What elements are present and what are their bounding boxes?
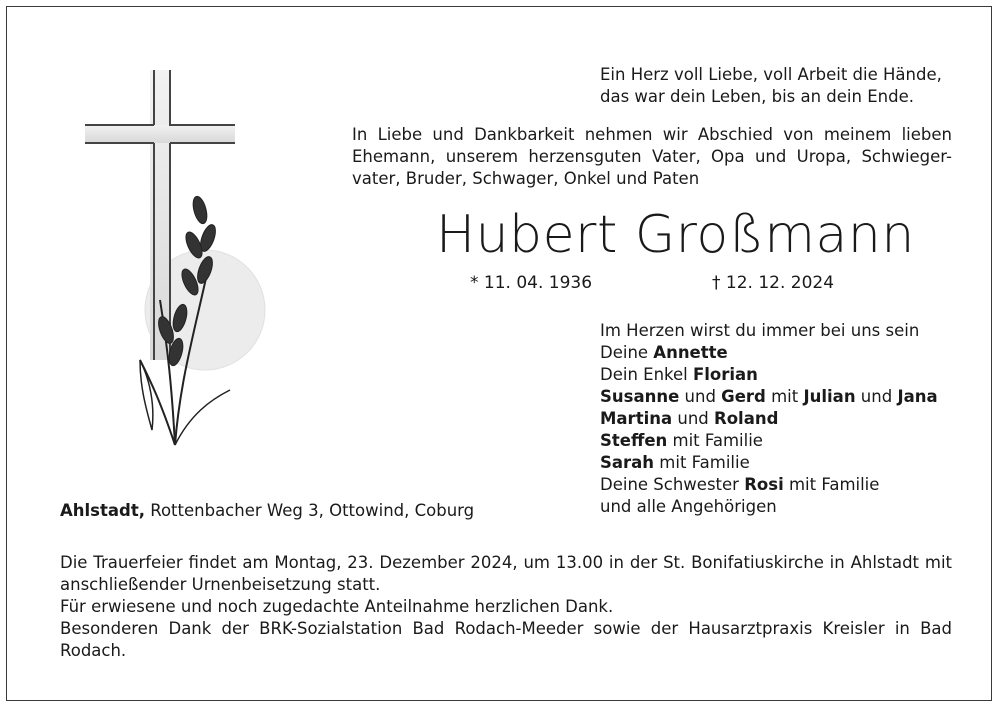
mourner-name: Annette	[653, 343, 728, 362]
birth-date: * 11. 04. 1936	[470, 273, 593, 293]
mourner-name: Sarah	[600, 453, 655, 472]
mourner-name: Julian	[803, 387, 856, 406]
mourners-line: Im Herzen wirst du immer bei uns sein	[600, 321, 920, 340]
death-date: † 12. 12. 2024	[712, 273, 835, 293]
mourner-name: Steffen	[600, 431, 668, 450]
deceased-name: Hubert Großmann	[436, 205, 915, 265]
mourner-text: mit Familie	[667, 431, 763, 450]
mourners-line	[600, 408, 980, 430]
mourner-name: Florian	[692, 365, 758, 384]
mourner-text: Deine	[600, 343, 654, 362]
mourner-name: Gerd	[721, 387, 766, 406]
intro-text: In Liebe und Dankbarkeit nehmen wir Abschied von meinem lieben Ehemann, unserem herzensguten Vater, Opa und Uropa, Schwieger-vater, Bruder, Schwager, Onkel und Paten	[352, 125, 952, 188]
mourner-text: mit Familie	[783, 475, 880, 494]
closing-notes	[60, 552, 952, 662]
mourner-name: Rosi	[744, 475, 784, 494]
mourners-line	[600, 430, 980, 452]
mourners-line	[600, 342, 980, 364]
mourners-line	[600, 474, 980, 496]
mourner-name: Jana	[897, 387, 938, 406]
funeral-info: Die Trauerfeier findet am Montag, 23. Dezember 2024, um 13.00 in der St. Bonifatiuskirche in Ahlstadt mit anschließender Urnenbeisetzung statt.	[60, 553, 952, 594]
mourner-text: Deine Schwester	[600, 475, 745, 494]
mourner-text: mit	[765, 387, 804, 406]
thanks-line: Für erwiesene und noch zugedachte Anteilnahme herzlichen Dank.	[60, 597, 614, 616]
address-street: Rottenbacher Weg 3, Ottowind, Coburg	[144, 501, 475, 520]
motto-line: das war dein Leben, bis an dein Ende.	[600, 87, 914, 106]
mourner-name: Martina	[600, 409, 673, 428]
mourner-name: Roland	[714, 409, 779, 428]
mourner-text: und	[855, 387, 898, 406]
mourner-text: und	[679, 387, 722, 406]
motto-line: Ein Herz voll Liebe, voll Arbeit die Hände,	[600, 65, 942, 84]
mourners-list	[600, 320, 980, 518]
motto	[600, 64, 960, 108]
mourners-line: und alle Angehörigen	[600, 497, 777, 516]
mourners-line	[600, 364, 980, 386]
address	[60, 500, 474, 522]
special-thanks: Besonderen Dank der BRK-Sozialstation Bad Rodach-Meeder sowie der Hausarztpraxis Kreisler in Bad Rodach.	[60, 619, 952, 660]
mourner-text: mit Familie	[654, 453, 750, 472]
mourners-line	[600, 452, 980, 474]
mourner-name: Susanne	[600, 387, 680, 406]
mourner-text: und	[672, 409, 715, 428]
mourners-line	[600, 386, 980, 408]
address-place: Ahlstadt,	[60, 501, 145, 520]
mourner-text: Dein Enkel	[600, 365, 693, 384]
cross-wheat-artwork	[80, 60, 280, 460]
